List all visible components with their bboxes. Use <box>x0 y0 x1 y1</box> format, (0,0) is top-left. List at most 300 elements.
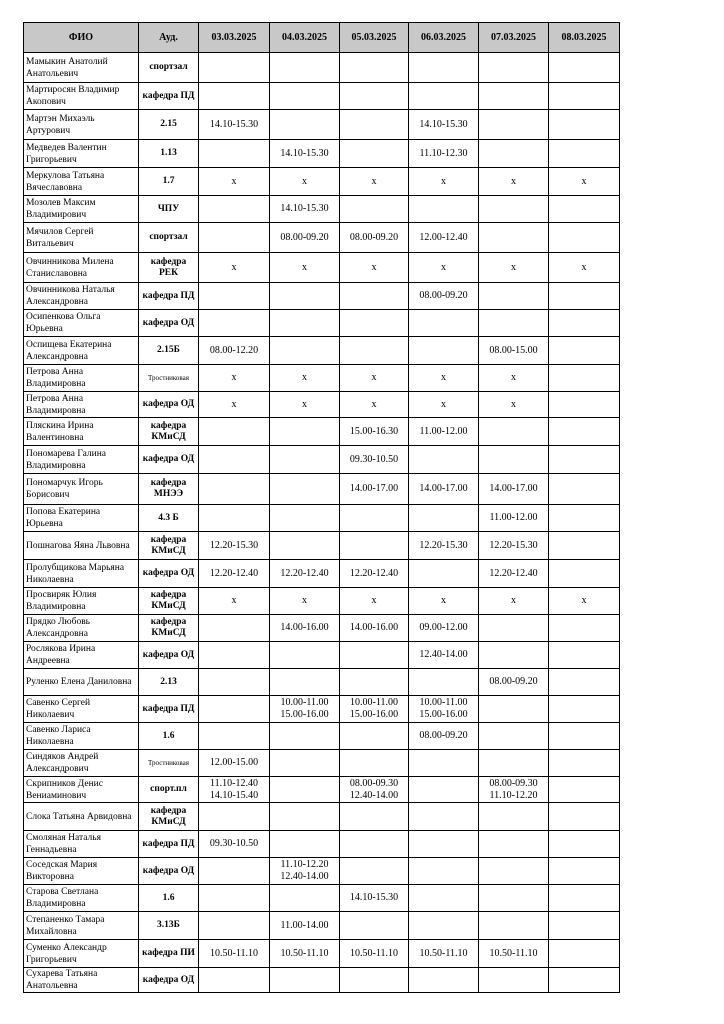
table-row <box>24 723 620 750</box>
time-slot-cell: x <box>479 168 549 196</box>
person-name: Мартиросян Владимир Акопович <box>24 83 139 110</box>
room-cell: кафедра РЕК <box>139 253 199 283</box>
person-name: Петрова Анна Владимировна <box>24 392 139 418</box>
header-date: 04.03.2025 <box>270 23 340 53</box>
room-cell: кафедра ОД <box>139 392 199 418</box>
time-slot-cell <box>340 337 409 365</box>
time-slot-cell <box>479 110 549 140</box>
time-slot-cell <box>199 669 270 696</box>
time-slot-cell: x <box>409 588 479 615</box>
time-slot-cell: 09.30-10.50 <box>340 446 409 474</box>
time-slot-cell <box>549 223 620 253</box>
time-slot-cell: 12.20-12.40 <box>270 560 340 588</box>
time-slot-cell: 08.00-09.20 <box>409 283 479 310</box>
table-row <box>24 223 620 253</box>
person-name: Синдяков Андрей Александрович <box>24 750 139 777</box>
time-slot-cell <box>199 912 270 940</box>
time-slot-cell <box>479 446 549 474</box>
time-slot-cell <box>199 968 270 993</box>
time-slot-cell <box>270 283 340 310</box>
time-slot-cell <box>409 831 479 858</box>
time-slot-cell <box>340 310 409 337</box>
room-cell: кафедра ПД <box>139 696 199 723</box>
time-slot-cell: 14.10-15.30 <box>340 885 409 912</box>
room-cell: 1.6 <box>139 885 199 912</box>
time-slot-cell <box>270 803 340 831</box>
time-slot-cell <box>409 505 479 532</box>
time-slot-cell <box>479 968 549 993</box>
time-slot-cell <box>479 831 549 858</box>
time-slot-cell <box>549 968 620 993</box>
time-slot-cell: x <box>340 253 409 283</box>
time-slot-cell <box>270 53 340 83</box>
room-cell: кафедра КМиСД <box>139 532 199 560</box>
person-name: Медведев Валентин Григорьевич <box>24 140 139 168</box>
time-slot-cell <box>549 777 620 803</box>
time-slot-cell: 08.00-12.20 <box>199 337 270 365</box>
time-slot-cell: 15.00-16.30 <box>340 418 409 446</box>
time-slot-cell <box>549 337 620 365</box>
time-slot-cell <box>409 196 479 223</box>
person-name: Пономарева Галина Владимировна <box>24 446 139 474</box>
room-cell: 4.3 Б <box>139 505 199 532</box>
time-slot-cell <box>409 83 479 110</box>
table-row <box>24 940 620 968</box>
time-slot-cell <box>270 723 340 750</box>
time-slot-cell: 14.10-15.30 <box>409 110 479 140</box>
header-name: ФИО <box>24 23 139 53</box>
time-slot-cell <box>479 196 549 223</box>
table-row <box>24 885 620 912</box>
table-row <box>24 168 620 196</box>
time-slot-cell <box>409 968 479 993</box>
time-slot-cell: x <box>199 168 270 196</box>
time-slot-cell: 08.00-09.20 <box>479 669 549 696</box>
room-cell: 1.6 <box>139 723 199 750</box>
time-slot-cell <box>549 196 620 223</box>
time-slot-cell: x <box>340 365 409 392</box>
time-slot-cell <box>549 110 620 140</box>
room-cell: кафедра ОД <box>139 310 199 337</box>
time-slot-cell: 12.00-12.40 <box>409 223 479 253</box>
time-slot-cell: x <box>270 365 340 392</box>
time-slot-cell <box>479 912 549 940</box>
time-slot-cell <box>340 196 409 223</box>
room-cell: 2.13 <box>139 669 199 696</box>
person-name: Старова Светлана Владимировна <box>24 885 139 912</box>
time-slot-cell <box>199 283 270 310</box>
table-row <box>24 446 620 474</box>
time-slot-cell: 14.00-17.00 <box>340 474 409 505</box>
time-slot-cell <box>270 337 340 365</box>
header-date: 07.03.2025 <box>479 23 549 53</box>
time-slot-cell: 14.00-17.00 <box>479 474 549 505</box>
table-row <box>24 365 620 392</box>
time-slot-cell <box>340 858 409 885</box>
time-slot-cell <box>409 337 479 365</box>
time-slot-cell <box>549 831 620 858</box>
time-slot-cell: x <box>549 168 620 196</box>
person-name: Савенко Сергей Николаевич <box>24 696 139 723</box>
person-name: Меркулова Татьяна Вячеславовна <box>24 168 139 196</box>
room-cell: 2.15Б <box>139 337 199 365</box>
time-slot-cell <box>270 418 340 446</box>
time-slot-cell <box>479 310 549 337</box>
time-slot-cell <box>549 53 620 83</box>
time-slot-cell <box>270 968 340 993</box>
time-slot-cell <box>199 723 270 750</box>
time-slot-cell: 12.20-15.30 <box>199 532 270 560</box>
time-slot-cell: x <box>479 365 549 392</box>
time-slot-cell: 14.10-15.30 <box>270 196 340 223</box>
time-slot-cell: 12.20-12.40 <box>340 560 409 588</box>
time-slot-cell: 10.50-11.10 <box>270 940 340 968</box>
room-cell: кафедра ОД <box>139 560 199 588</box>
room-cell: кафедра ПД <box>139 283 199 310</box>
table-row <box>24 83 620 110</box>
time-slot-cell <box>340 968 409 993</box>
time-slot-cell <box>549 885 620 912</box>
room-cell: кафедра ПД <box>139 83 199 110</box>
time-slot-cell: 14.10-15.30 <box>270 140 340 168</box>
time-slot-cell: x <box>409 392 479 418</box>
table-row <box>24 912 620 940</box>
time-slot-cell <box>479 283 549 310</box>
time-slot-cell: 11.00-12.00 <box>479 505 549 532</box>
time-slot-cell <box>479 140 549 168</box>
time-slot-cell <box>270 669 340 696</box>
room-cell: спортзал <box>139 223 199 253</box>
time-slot-cell <box>549 750 620 777</box>
time-slot-cell <box>270 750 340 777</box>
time-slot-cell <box>409 446 479 474</box>
table-row <box>24 803 620 831</box>
person-name: Оспищева Екатерина Александровна <box>24 337 139 365</box>
time-slot-cell <box>549 505 620 532</box>
table-row <box>24 392 620 418</box>
table-row <box>24 337 620 365</box>
time-slot-cell: 11.00-14.00 <box>270 912 340 940</box>
time-slot-cell: 12.20-12.40 <box>479 560 549 588</box>
person-name: Просвиряк Юлия Владимировна <box>24 588 139 615</box>
time-slot-cell <box>549 723 620 750</box>
time-slot-cell: x <box>479 392 549 418</box>
header-date: 06.03.2025 <box>409 23 479 53</box>
time-slot-cell: x <box>270 168 340 196</box>
time-slot-cell <box>409 858 479 885</box>
room-cell: ЧПУ <box>139 196 199 223</box>
room-cell: Тростниковая <box>139 750 199 777</box>
time-slot-cell: 10.50-11.10 <box>199 940 270 968</box>
room-cell: 3.13Б <box>139 912 199 940</box>
time-slot-cell <box>340 283 409 310</box>
time-slot-cell <box>549 642 620 669</box>
time-slot-cell: x <box>409 253 479 283</box>
time-slot-cell: 14.00-16.00 <box>270 615 340 642</box>
time-slot-cell: 08.00-15.00 <box>479 337 549 365</box>
time-slot-cell <box>479 858 549 885</box>
time-slot-cell: x <box>549 253 620 283</box>
time-slot-cell <box>409 750 479 777</box>
person-name: Степаненко Тамара Михайловна <box>24 912 139 940</box>
person-name: Слока Татьяна Арвидовна <box>24 803 139 831</box>
person-name: Пономарчук Игорь Борисович <box>24 474 139 505</box>
person-name: Смоляная Наталья Геннадьевна <box>24 831 139 858</box>
time-slot-cell <box>409 669 479 696</box>
time-slot-cell: 10.50-11.10 <box>340 940 409 968</box>
time-slot-cell <box>479 223 549 253</box>
table-row <box>24 53 620 83</box>
time-slot-cell: 08.00-09.30 11.10-12.20 <box>479 777 549 803</box>
time-slot-cell <box>549 446 620 474</box>
time-slot-cell <box>270 532 340 560</box>
person-name: Скрипников Денис Вениаминович <box>24 777 139 803</box>
time-slot-cell <box>409 560 479 588</box>
time-slot-cell: x <box>340 168 409 196</box>
room-cell: кафедра ОД <box>139 642 199 669</box>
time-slot-cell <box>199 418 270 446</box>
time-slot-cell <box>549 310 620 337</box>
table-row <box>24 831 620 858</box>
time-slot-cell: x <box>409 365 479 392</box>
time-slot-cell: 14.00-17.00 <box>409 474 479 505</box>
header-date: 03.03.2025 <box>199 23 270 53</box>
time-slot-cell <box>340 83 409 110</box>
table-row <box>24 283 620 310</box>
room-cell: кафедра КМиСД <box>139 418 199 446</box>
time-slot-cell <box>199 474 270 505</box>
room-cell: кафедра ОД <box>139 968 199 993</box>
table-row <box>24 642 620 669</box>
time-slot-cell: 11.10-12.30 <box>409 140 479 168</box>
time-slot-cell <box>270 110 340 140</box>
room-cell: кафедра ПД <box>139 831 199 858</box>
time-slot-cell: 11.00-12.00 <box>409 418 479 446</box>
time-slot-cell <box>199 140 270 168</box>
table-row <box>24 560 620 588</box>
time-slot-cell <box>270 446 340 474</box>
time-slot-cell <box>340 723 409 750</box>
time-slot-cell <box>549 560 620 588</box>
person-name: Савенко Лариса Николаевна <box>24 723 139 750</box>
person-name: Мозолев Максим Владимирович <box>24 196 139 223</box>
time-slot-cell <box>409 885 479 912</box>
room-cell: кафедра ОД <box>139 858 199 885</box>
time-slot-cell <box>549 365 620 392</box>
table-row <box>24 968 620 993</box>
time-slot-cell <box>479 803 549 831</box>
table-row <box>24 696 620 723</box>
time-slot-cell <box>270 310 340 337</box>
time-slot-cell <box>199 615 270 642</box>
time-slot-cell <box>409 803 479 831</box>
time-slot-cell: x <box>199 588 270 615</box>
time-slot-cell <box>549 83 620 110</box>
person-name: Соседская Мария Викторовна <box>24 858 139 885</box>
time-slot-cell: 14.10-15.30 <box>199 110 270 140</box>
time-slot-cell: x <box>479 588 549 615</box>
time-slot-cell <box>479 83 549 110</box>
time-slot-cell <box>199 696 270 723</box>
time-slot-cell <box>199 310 270 337</box>
time-slot-cell <box>270 474 340 505</box>
time-slot-cell <box>479 642 549 669</box>
time-slot-cell <box>199 446 270 474</box>
room-cell: 2.15 <box>139 110 199 140</box>
header-room: Ауд. <box>139 23 199 53</box>
room-cell: 1.13 <box>139 140 199 168</box>
room-cell: спорт.пл <box>139 777 199 803</box>
header-date: 08.03.2025 <box>549 23 620 53</box>
time-slot-cell: x <box>199 253 270 283</box>
time-slot-cell <box>340 803 409 831</box>
person-name: Пошнагова Яяна Львовна <box>24 532 139 560</box>
time-slot-cell <box>409 53 479 83</box>
time-slot-cell <box>199 196 270 223</box>
person-name: Пляскина Ирина Валентиновна <box>24 418 139 446</box>
time-slot-cell: 08.00-09.20 <box>270 223 340 253</box>
person-name: Рослякова Ирина Андреевна <box>24 642 139 669</box>
time-slot-cell: 12.00-15.00 <box>199 750 270 777</box>
time-slot-cell: 08.00-09.30 12.40-14.00 <box>340 777 409 803</box>
time-slot-cell <box>549 669 620 696</box>
time-slot-cell: 10.00-11.00 15.00-16.00 <box>340 696 409 723</box>
person-name: Мартэн Михаэль Артурович <box>24 110 139 140</box>
header-row <box>24 23 620 53</box>
time-slot-cell: 11.10-12.40 14.10-15.40 <box>199 777 270 803</box>
time-slot-cell <box>340 750 409 777</box>
time-slot-cell <box>340 532 409 560</box>
time-slot-cell: x <box>270 588 340 615</box>
time-slot-cell: x <box>479 253 549 283</box>
table-row <box>24 777 620 803</box>
time-slot-cell: 08.00-09.20 <box>409 723 479 750</box>
table-row <box>24 858 620 885</box>
person-name: Осипенкова Ольга Юрьевна <box>24 310 139 337</box>
time-slot-cell: x <box>340 588 409 615</box>
room-cell: 1.7 <box>139 168 199 196</box>
time-slot-cell <box>270 83 340 110</box>
table-row <box>24 196 620 223</box>
time-slot-cell <box>549 912 620 940</box>
time-slot-cell <box>549 803 620 831</box>
person-name: Пролубщикова Марьяна Николаевна <box>24 560 139 588</box>
time-slot-cell <box>199 885 270 912</box>
time-slot-cell <box>340 642 409 669</box>
time-slot-cell: 10.00-11.00 15.00-16.00 <box>270 696 340 723</box>
time-slot-cell: 12.40-14.00 <box>409 642 479 669</box>
time-slot-cell <box>340 669 409 696</box>
time-slot-cell <box>479 885 549 912</box>
room-cell: кафедра ПИ <box>139 940 199 968</box>
time-slot-cell <box>549 532 620 560</box>
table-row <box>24 588 620 615</box>
time-slot-cell <box>409 912 479 940</box>
person-name: Мячилов Сергей Витальевич <box>24 223 139 253</box>
time-slot-cell <box>270 831 340 858</box>
time-slot-cell <box>479 53 549 83</box>
time-slot-cell <box>409 777 479 803</box>
table-row <box>24 505 620 532</box>
time-slot-cell <box>270 885 340 912</box>
room-cell: Тростниковая <box>139 365 199 392</box>
time-slot-cell <box>549 858 620 885</box>
time-slot-cell <box>199 858 270 885</box>
time-slot-cell <box>479 418 549 446</box>
time-slot-cell: 12.20-15.30 <box>479 532 549 560</box>
time-slot-cell <box>340 140 409 168</box>
time-slot-cell: x <box>270 392 340 418</box>
schedule-body <box>24 53 620 993</box>
time-slot-cell: 12.20-12.40 <box>199 560 270 588</box>
table-row <box>24 474 620 505</box>
time-slot-cell: 10.50-11.10 <box>409 940 479 968</box>
header-date: 05.03.2025 <box>340 23 409 53</box>
time-slot-cell <box>549 615 620 642</box>
time-slot-cell <box>270 777 340 803</box>
time-slot-cell <box>479 750 549 777</box>
person-name: Овчинникова Наталья Александровна <box>24 283 139 310</box>
time-slot-cell <box>340 110 409 140</box>
table-row <box>24 418 620 446</box>
time-slot-cell <box>549 418 620 446</box>
time-slot-cell <box>199 53 270 83</box>
time-slot-cell <box>199 505 270 532</box>
room-cell: спортзал <box>139 53 199 83</box>
time-slot-cell <box>340 831 409 858</box>
time-slot-cell <box>340 912 409 940</box>
time-slot-cell <box>549 392 620 418</box>
room-cell: кафедра ОД <box>139 446 199 474</box>
time-slot-cell <box>270 505 340 532</box>
time-slot-cell <box>409 310 479 337</box>
time-slot-cell: 12.20-15.30 <box>409 532 479 560</box>
table-row <box>24 750 620 777</box>
time-slot-cell: 09.30-10.50 <box>199 831 270 858</box>
time-slot-cell: 09.00-12.00 <box>409 615 479 642</box>
table-row <box>24 310 620 337</box>
time-slot-cell: 11.10-12.20 12.40-14.00 <box>270 858 340 885</box>
time-slot-cell <box>549 474 620 505</box>
table-row <box>24 669 620 696</box>
time-slot-cell: x <box>549 588 620 615</box>
time-slot-cell: 10.00-11.00 15.00-16.00 <box>409 696 479 723</box>
room-cell: кафедра КМиСД <box>139 803 199 831</box>
person-name: Овчинникова Милена Станиславовна <box>24 253 139 283</box>
table-row <box>24 532 620 560</box>
time-slot-cell <box>549 140 620 168</box>
time-slot-cell <box>340 505 409 532</box>
person-name: Петрова Анна Владимировна <box>24 365 139 392</box>
schedule-table <box>23 22 620 993</box>
time-slot-cell: 08.00-09.20 <box>340 223 409 253</box>
time-slot-cell: x <box>199 392 270 418</box>
time-slot-cell: x <box>270 253 340 283</box>
time-slot-cell <box>549 940 620 968</box>
person-name: Прядко Любовь Александровна <box>24 615 139 642</box>
room-cell: кафедра КМиСД <box>139 615 199 642</box>
time-slot-cell <box>340 53 409 83</box>
time-slot-cell <box>549 696 620 723</box>
room-cell: кафедра МНЭЭ <box>139 474 199 505</box>
room-cell: кафедра КМиСД <box>139 588 199 615</box>
person-name: Мамыкин Анатолий Анатольевич <box>24 53 139 83</box>
time-slot-cell <box>479 723 549 750</box>
time-slot-cell <box>199 803 270 831</box>
time-slot-cell: x <box>340 392 409 418</box>
time-slot-cell <box>479 615 549 642</box>
table-row <box>24 615 620 642</box>
